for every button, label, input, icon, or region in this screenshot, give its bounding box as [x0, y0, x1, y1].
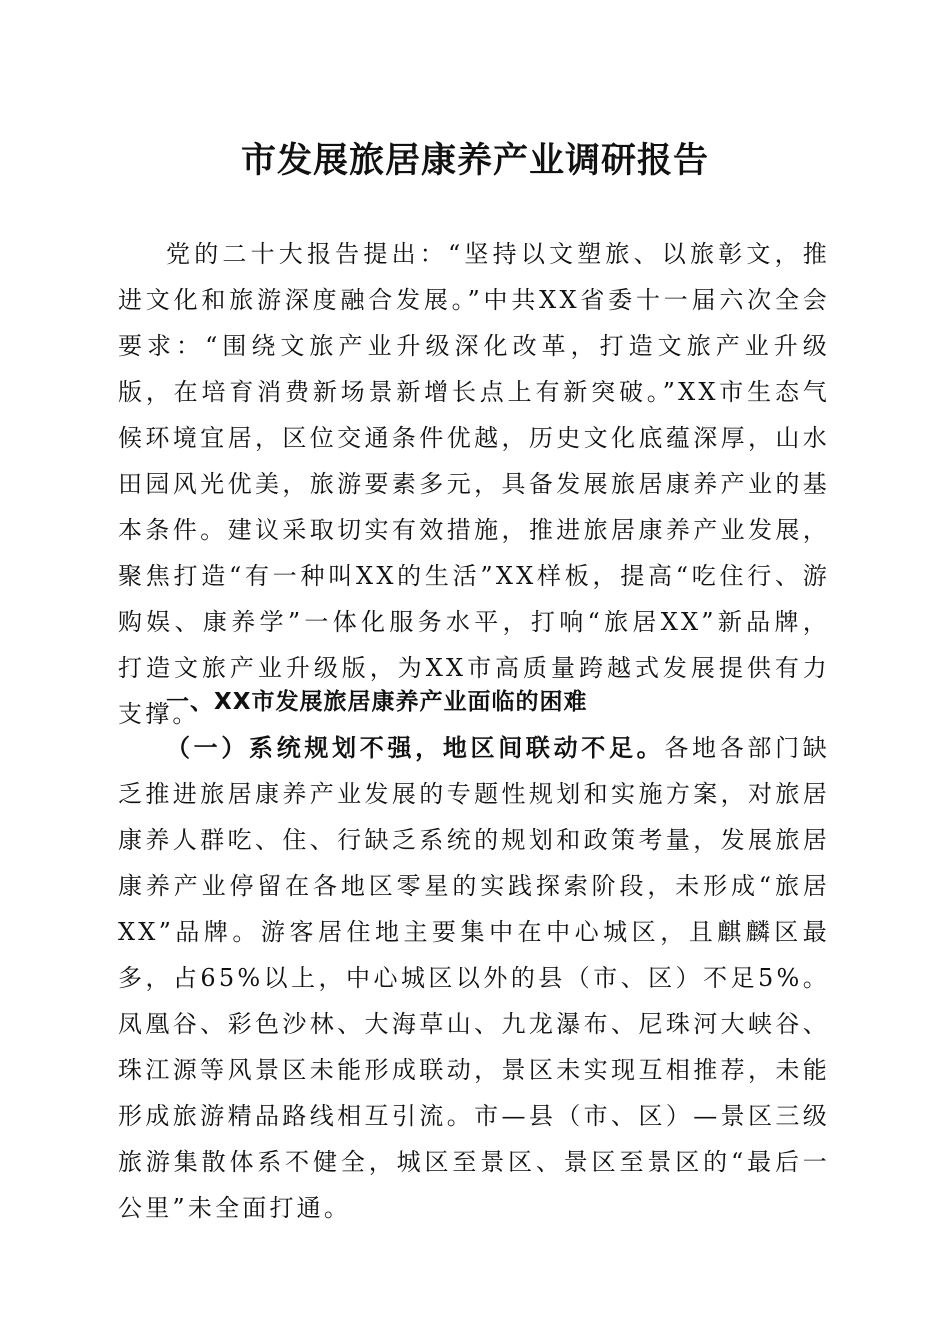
subsection-paragraph-1 [118, 725, 830, 1231]
intro-paragraph: 党的二十大报告提出：“坚持以文塑旅、以旅彰文，推进文化和旅游深度融合发展。”中共XX省委十一届六次全会要求：“围绕文旅产业升级深化改革，打造文旅产业升级版，在培育消费新场景新增长点上有新突破。”XX市生态气候环境宜居，区位交通条件优越，历史文化底蕴深厚，山水田园风光优美，旅游要素多元，具备发展旅居康养产业的基本条件。建议采取切实有效措施，推进旅居康养产业发展，聚焦打造“有一种叫XX的生活”XX样板，提高“吃住行、游购娱、康养学”一体化服务水平，打响“旅居XX”新品牌，打造文旅产业升级版，为XX市高质量跨越式发展提供有力支撑。 [118, 240, 830, 728]
document-title: 市发展旅居康养产业调研报告 [240, 140, 709, 181]
subsection-lead-1: （一）系统规划不强，地区间联动不足。 [166, 733, 665, 762]
subsection-body-1: 各地各部门缺乏推进旅居康养产业发展的专题性规划和实施方案，对旅居康养人群吃、住、行缺乏系统的规划和政策考量，发展旅居康养产业停留在各地区零星的实践探索阶段，未形成“旅居XX”品牌。游客居住地主要集中在中心城区，且麒麟区最多，占65%以上，中心城区以外的县（市、区）不足5%。凤凰谷、彩色沙林、大海草山、九龙瀑布、尼珠河大峡谷、珠江源等风景区未能形成联动，景区未实现互相推荐，未能形成旅游精品路线相互引流。市—县（市、区）—景区三级旅游集散体系不健全，城区至景区、景区至景区的“最后一公里”未全面打通。 [118, 734, 830, 1222]
section-heading-1: 一、XX市发展旅居康养产业面临的困难 [166, 689, 588, 715]
